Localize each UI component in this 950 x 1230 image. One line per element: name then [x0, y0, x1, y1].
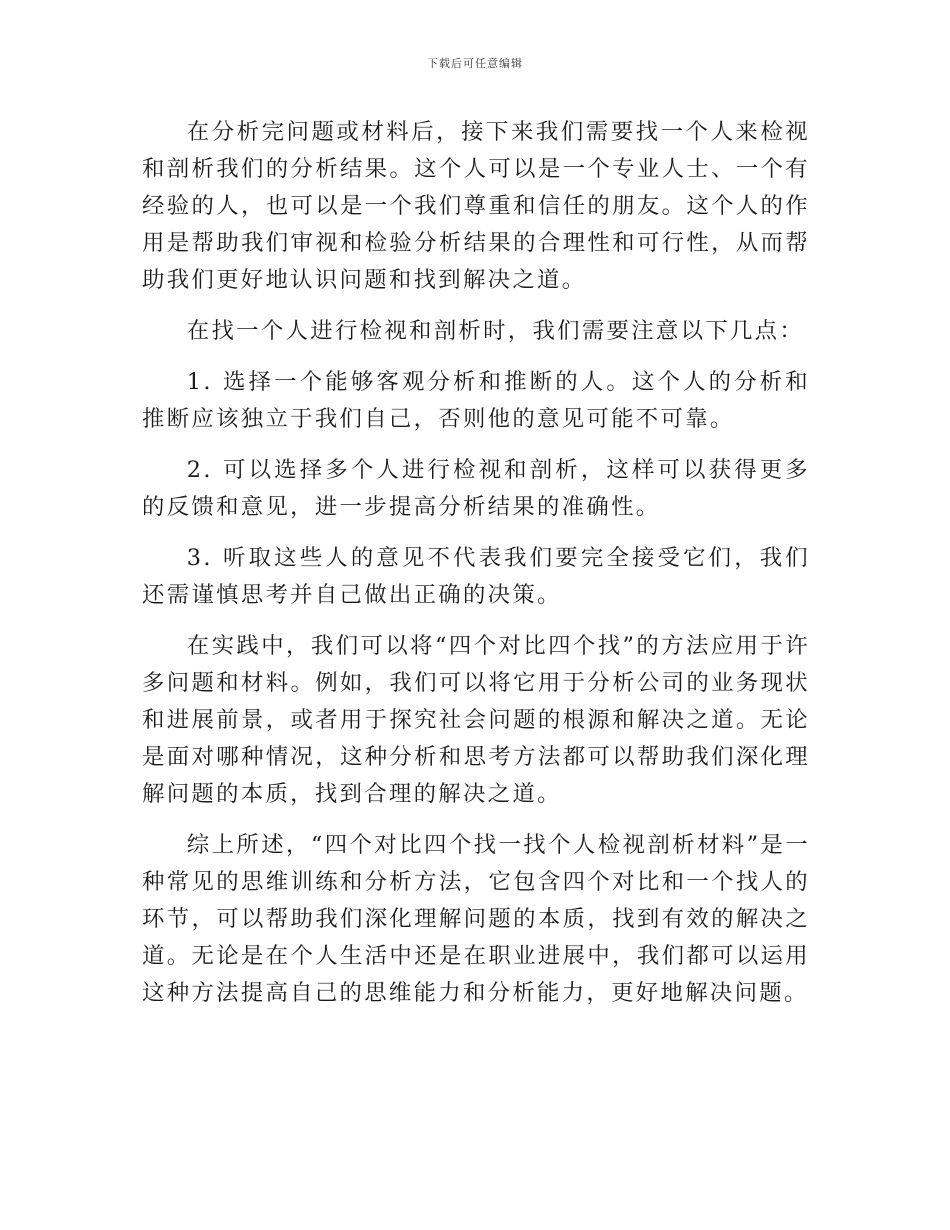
paragraph-point-2: 2. 可以选择多个人进行检视和剖析，这样可以获得更多的反馈和意见，进一步提高分析结果的准确性。 [142, 457, 810, 520]
paragraph-practice: 在实践中，我们可以将“四个对比四个找”的方法应用于许多问题和材料。例如，我们可以将它用于分析公司的业务现状和进展前景，或者用于探究社会问题的根源和解决之道。无论是面对哪种情况，这种分析和思考方法都可以帮助我们深化理解问题的本质，找到合理的解决之道。 [142, 633, 810, 807]
paragraph-conclusion: 综上所述，“四个对比四个找一找个人检视剖析材料”是一种常见的思维训练和分析方法，它包含四个对比和一个找人的环节，可以帮助我们深化理解问题的本质，找到有效的解决之道。无论是在个人生活中还是在职业进展中，我们都可以运用这种方法提高自己的思维能力和分析能力，更好地解决问题。 [142, 832, 810, 1006]
paragraph-point-1: 1. 选择一个能够客观分析和推断的人。这个人的分析和推断应该独立于我们自己，否则他的意见可能不可靠。 [142, 369, 810, 432]
document-body [142, 114, 810, 1026]
paragraph-intro: 在分析完问题或材料后，接下来我们需要找一个人来检视和剖析我们的分析结果。这个人可以是一个专业人士、一个有经验的人，也可以是一个我们尊重和信任的朋友。这个人的作用是帮助我们审视和检验分析结果的合理性和可行性，从而帮助我们更好地认识问题和找到解决之道。 [142, 119, 810, 293]
page-header: 下载后可任意编辑 [427, 57, 523, 70]
paragraph-notes-lead: 在找一个人进行检视和剖析时，我们需要注意以下几点： [186, 318, 805, 344]
paragraph-point-3: 3. 听取这些人的意见不代表我们要完全接受它们，我们还需谨慎思考并自己做出正确的决策。 [142, 545, 810, 608]
